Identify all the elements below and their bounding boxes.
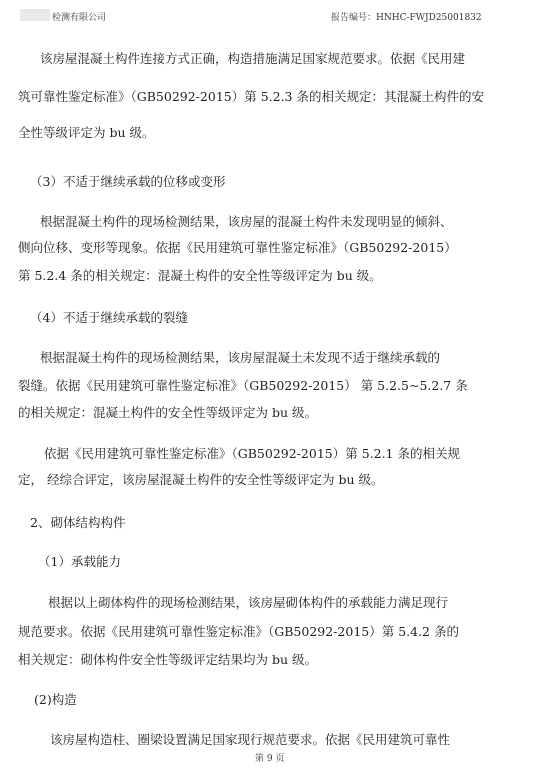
paragraph-line: 的相关规定：混凝土构件的安全性等级评定为 bu 级。 — [18, 405, 318, 420]
paragraph-line: 根据混凝土构件的现场检测结果，该房屋混凝土未发现不适于继续承载的 — [40, 350, 441, 365]
paragraph-line: 根据混凝土构件的现场检测结果，该房屋的混凝土构件未发现明显的倾斜、 — [40, 214, 453, 229]
paragraph-line: 裂缝。依据《民用建筑可靠性鉴定标准》（GB50292-2015） 第 5.2.5~5.2.7 条 — [18, 378, 468, 393]
section-heading: 2、砌体结构构件 — [30, 515, 126, 530]
section-heading: （3）不适于继续承载的位移或变形 — [30, 174, 226, 189]
paragraph-line: 第 5.2.4 条的相关规定：混凝土构件的安全性等级评定为 bu 级。 — [18, 268, 382, 283]
paragraph-line: 筑可靠性鉴定标准》（GB50292-2015）第 5.2.3 条的相关规定：其混凝土构件的安 — [18, 89, 484, 104]
header-company: 检测有限公司 — [52, 13, 107, 23]
section-heading: (2)构造 — [34, 692, 77, 707]
section-heading: （1）承载能力 — [38, 554, 121, 569]
paragraph-line: 依据《民用建筑可靠性鉴定标准》（GB50292-2015）第 5.2.1 条的相关规 — [44, 446, 460, 461]
paragraph-line: 规范要求。依据《民用建筑可靠性鉴定标准》（GB50292-2015）第 5.4.2 条的 — [18, 624, 459, 639]
paragraph-line: 根据以上砌体构件的现场检测结果，该房屋砌体构件的承载能力满足现行 — [48, 595, 449, 610]
page-number: 第 9 页 — [255, 754, 285, 764]
header-report-number: 报告编号：HNHC-FWJD25001832 — [331, 13, 482, 23]
paragraph-line: 侧向位移、变形等现象。依据《民用建筑可靠性鉴定标准》（GB50292-2015） — [18, 240, 457, 255]
paragraph-line: 该房屋构造柱、圈梁设置满足国家现行规范要求。依据《民用建筑可靠性 — [50, 732, 451, 747]
paragraph-line: 该房屋混凝土构件连接方式正确，构造措施满足国家规范要求。依据《民用建 — [40, 51, 466, 66]
paragraph-line: 全性等级评定为 bu 级。 — [18, 125, 155, 140]
redacted-company-name — [20, 9, 50, 21]
section-heading: （4）不适于继续承载的裂缝 — [30, 310, 188, 325]
paragraph-line: 相关规定：砌体构件安全性等级评定结果均为 bu 级。 — [18, 652, 318, 667]
paragraph-line: 定， 经综合评定，该房屋混凝土构件的安全性等级评定为 bu 级。 — [18, 472, 384, 487]
